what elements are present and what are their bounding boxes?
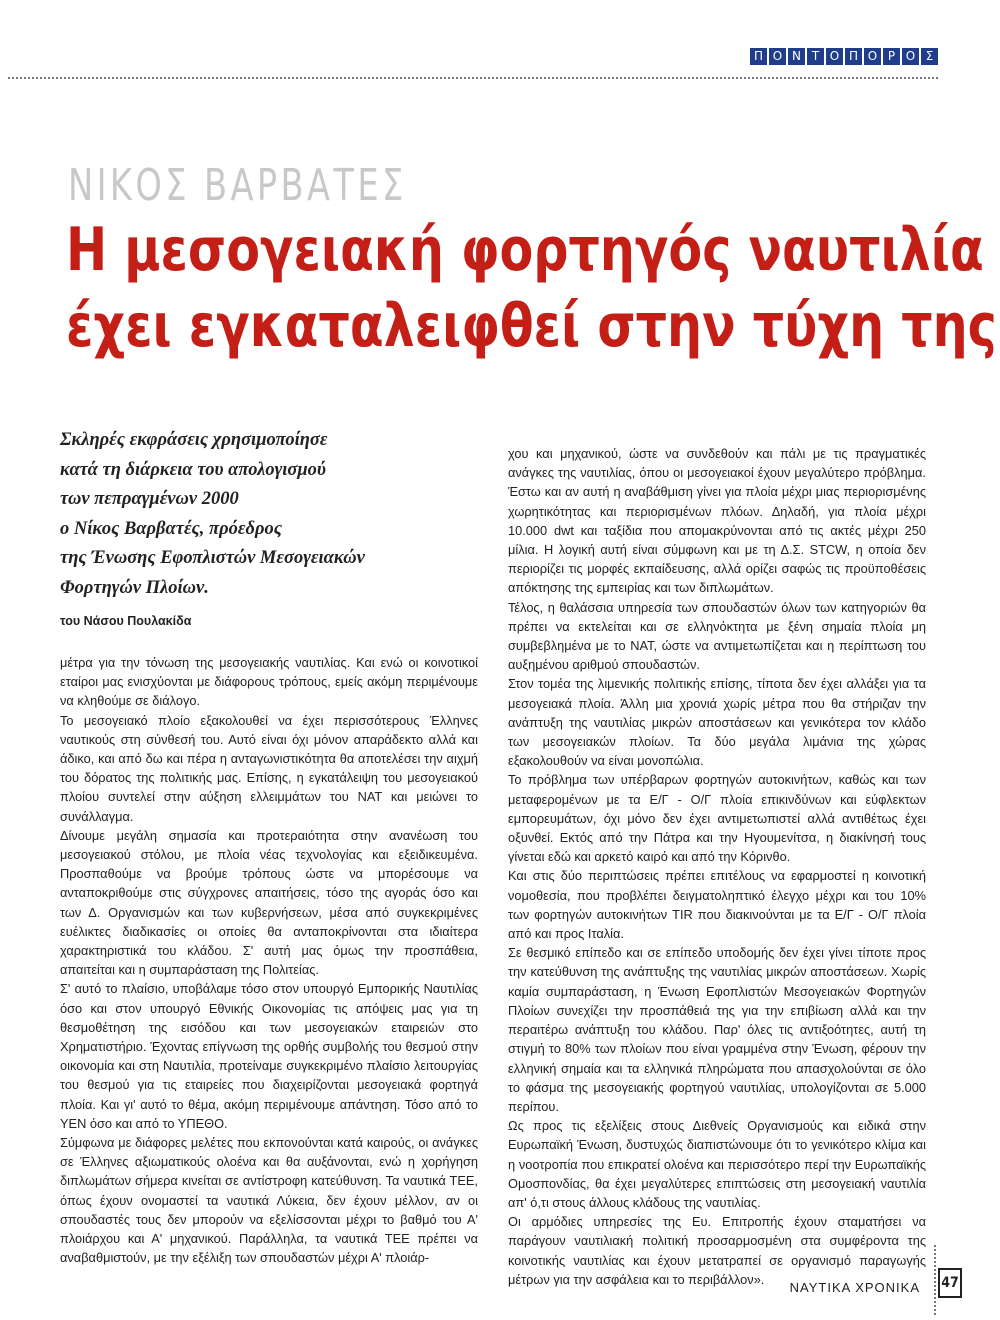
section-tag-letter: Ο [864,48,881,65]
author-name-heading: ΝΙΚΟΣ ΒΑΡΒΑΤΕΣ [68,160,407,211]
paragraph: Τέλος, η θαλάσσια υπηρεσία των σπουδαστών όλων των κατηγοριών θα πρέπει να εκτελείται και σε ελληνόκτητα με ξένη σημαία πλοία μη συμβεβλημένα με το ΝΑΤ, ώστε να αντιμετωπίζεται και η περίπτωση του αυξημένου αριθμού σπουδαστών. [508,599,926,673]
section-tag-letter: Σ [921,48,938,65]
subtitle-line: των πεπραγμένων 2000 [60,489,239,509]
paragraph: χου και μηχανικού, ώστε να συνδεθούν και πάλι με τις πραγματικές ανάγκες της ναυτιλίας, όπου οι μεσογειακοί έχουν μεγαλύτερο πρόβλημα. Έστω και αν αυτή η αναβάθμιση γίνει για πλοία μέχρι μιας περιορισμένης χωρητικότητας και περιορισμένων πλόων. Δηλαδή, για πλοία μέχρι 10.000 dwt και ταξίδια που απομακρύνονται από τις ακτές μέχρι 250 μίλια. Η λογική αυτή είναι σύμφωνη και με τη Δ.Σ. STCW, η οποία δεν περιορίζει τις μορφές εκπαίδευσης, αλλά ορίζει σαφώς τις προϋποθέσεις απόκτησης της εμπειρίας και των διπλωμάτων. [508,446,926,596]
paragraph: Στον τομέα της λιμενικής πολιτικής επίσης, τίποτα δεν έχει αλλάξει για τα μεσογειακά πλοία. Άλλη μια χρονιά χωρίς μέτρα που θα στήριζαν την ανάπτυξη της ναυτιλίας μικρών αποστάσεων και γενικότερα τον κλάδο των μεσογειακών πλοίων. Τα δύο μεγάλα λιμάνια της χώρας εξακολουθούν να είναι μονοπώλια. [508,676,926,769]
paragraph: Δίνουμε μεγάλη σημασία και προτεραιότητα στην ανανέωση του μεσογειακού στόλου, με πλοία νέας τεχνολογίας και εξειδικευμένα. Προσπαθούμε να βρούμε τρόπους ώστε να μπορέσουμε να ανταποκριθούμε στις σύγχρονες απαιτήσεις, τόσο της αγοράς όσο και των Δ. Οργανισμών και των κυβερνήσεων, μέσα από συγκεκριμένες ευέλικτες διαδικασίες οι οποίες θα ανταποκρίνονται στα ιδιαίτερα χαρακτηριστικά του κλάδου. Σ' αυτή μας όμως την προσπάθεια, απαιτείται και η συμπαράσταση της Πολιτείας. [60,827,478,978]
subtitle-line: Φορτηγών Πλοίων. [60,577,209,598]
paragraph: Σε θεσμικό επίπεδο και σε επίπεδο υποδομής δεν έχει γίνει τίποτε προς την κατεύθυνση της ανάπτυξης της ναυτιλίας μικρών αποστάσεων. Χωρίς καμία συμπαράσταση, η Ένωση Εφοπλιστών Μεσογειακών Φορτηγών Πλοίων συνεχίζει την προσπάθειά της για την επιβίωση αλλά και την περαιτέρω ανάπτυξη του κλάδου. Παρ' όλες τις αντιξοότητες, αυτή τη στιγμή το 80% των πλοίων που είναι γραμμένα στην Ένωση, φέρουν την ελληνική σημαία και τα ελληνικά πληρώματα που απασχολούνται σε όλο το φάσμα της μεσογειακής φορτηγού ναυτιλίας, υπολογίζονται σε 5.000 περίπου. [508,945,926,1114]
left-column [60,653,478,1268]
section-tag-letter: Ο [826,48,843,65]
paragraph: Οι αρμόδιες υπηρεσίες της Ευ. Επιτροπής έχουν σταματήσει να παράγουν ναυτιλιακή πολιτική προσαρμοσμένη στα συμφέροντα της κοινοτικής ναυτιλίας και έχουν μετατραπεί σε οργανισμό παραγωγής μέτρων για την ασφάλεια και το περιβάλλον». [508,1214,926,1287]
section-tag-letter: Τ [807,48,824,65]
page-number: 47 [938,1268,962,1298]
section-tag-letter: Ν [788,48,805,65]
subtitle-line: ο Νίκος Βαρβατές, πρόεδρος [60,518,283,539]
paragraph: Σ' αυτό το πλαίσιο, υποβάλαμε τόσο στον υπουργό Εμπορικής Ναυτιλίας όσο και στον υπουργό Εθνικής Οικονομίας τις απόψεις μας για τη θεσμοθέτηση της εισόδου και των μεσογειακών εταιρειών στο Χρηματιστήριο. Έχοντας επίγνωση της ορθής συμβολής του θεσμού στην οικονομία και στη Ναυτιλία, προτείναμε συγκεκριμένο πλαίσιο λειτουργίας του θεσμού για τις εταιρείες που διαχειρίζονται μεσογειακά φορτηγά πλοία. Και γι' αυτό το θέμα, ακόμη περιμένουμε απάντηση. Τόσο από το ΥΕΝ όσο και από το ΥΠΕΘΟ. [60,981,478,1131]
publication-name: ΝΑΥΤΙΚΑ ΧΡΟΝΙΚΑ [789,1280,920,1295]
section-tag-letter: Π [750,48,767,65]
subtitle-line: Σκληρές εκφράσεις χρησιμοποίησε [60,430,328,450]
section-tag-letter: Ο [902,48,919,65]
section-tag [750,48,938,65]
section-tag-letter: Ρ [883,48,900,65]
footer-dotted-rule [934,1245,936,1315]
subtitle-line: της Ένωσης Εφοπλιστών Μεσογειακών [60,548,365,568]
section-tag-letter: Ο [769,48,786,65]
paragraph: Το πρόβλημα των υπέρβαρων φορτηγών αυτοκινήτων, καθώς και των μεταφερομένων με τα Ε/Γ - Ο/Γ πλοία επικινδύνων και εύφλεκτων εμπορευμάτων, όχι μόνο δεν έχει αντιμετωπιστεί αλλά αντιθέτως έχει οξυνθεί. Εκτός από την Πάτρα και την Ηγουμενίτσα, η διακίνησή τους γίνεται εδώ και αρκετό καιρό και από την Κόρινθο. [508,772,926,865]
section-tag-letter: Π [845,48,862,65]
headline-line: Η μεσογειακή φορτηγός ναυτιλία [66,215,984,285]
paragraph: μέτρα για την τόνωση της μεσογειακής ναυτιλίας. Και ενώ οι κοινοτικοί εταίροι μας ενισχύονται με διάφορους τρόπους, εμείς ακόμη περιμένουμε να κληθούμε σε διάλογο. [60,655,478,709]
right-column [508,444,926,1289]
byline: του Νάσου Πουλακίδα [60,614,192,628]
headline-line: έχει εγκαταλειφθεί στην τύχη της [66,291,997,361]
paragraph: Σύμφωνα με διάφορες μελέτες που εκπονούνται κατά καιρούς, οι ανάγκες σε Έλληνες αξιωματικούς ολοένα και θα αυξάνονται, ενώ η χορήγηση διπλωμάτων σήμερα κινείται σε αντίστροφη κατεύθυνση. Τα ναυτικά ΤΕΕ, όπως έχουν ονομαστεί τα ναυτικά Λύκεια, δεν έχουν μέλλον, αν οι σπουδαστές τους δεν μπορούν να εξελίσσονται μέχρι το βαθμό του Α' πλοιάρχου και Α' μηχανικού. Παράλληλα, τα ναυτικά ΤΕΕ πρέπει να αναβαθμιστούν, με την εξέλιξη των σπουδαστών μέχρι Α' πλοιάρ- [60,1135,478,1266]
paragraph: Και στις δύο περιπτώσεις πρέπει επιτέλους να εφαρμοστεί η κοινοτική νομοθεσία, που προβλέπει δειγματοληπτικό έλεγχο μέχρι και του 10% των φορτηγών αυτοκινήτων TIR που διακινούνται με τα Ε/Γ - Ο/Γ πλοία από και προς Ιταλία. [508,868,926,942]
headline [66,212,997,364]
subtitle [60,426,480,603]
top-dotted-rule [8,77,938,79]
subtitle-line: κατά τη διάρκεια του απολογισμού [60,459,326,480]
paragraph: Ως προς τις εξελίξεις στους Διεθνείς Οργανισμούς και ειδικά στην Ευρωπαϊκή Ένωση, δυστυχώς διαπιστώνουμε ότι το γενικότερο κλίμα και η νοοτροπία που επικρατεί ολοένα και περισσότερο περί την Ευρωπαϊκής Ομοσπονδίας, θα έχει μεγαλύτερες επιπτώσεις στη μεσογειακή ναυτιλία απ' ό,τι στους άλλους κλάδους της ναυτιλίας. [508,1118,926,1210]
paragraph: Το μεσογειακό πλοίο εξακολουθεί να έχει περισσότερους Έλληνες ναυτικούς στη σύνθεσή του. Αυτό είναι όχι μόνον απαράδεκτο αλλά και άδικο, και από δω και πέρα η ανταγωνιστικότητα θα αποτελέσει την αιχμή του δόρατος της πολιτικής μας. Επίσης, η εγκατάλειψη του μεσογειακού πλοίου συντελεί στην αύξηση ελλειμμάτων του ΝΑΤ και μειώνει το συνάλλαγμα. [60,712,478,824]
